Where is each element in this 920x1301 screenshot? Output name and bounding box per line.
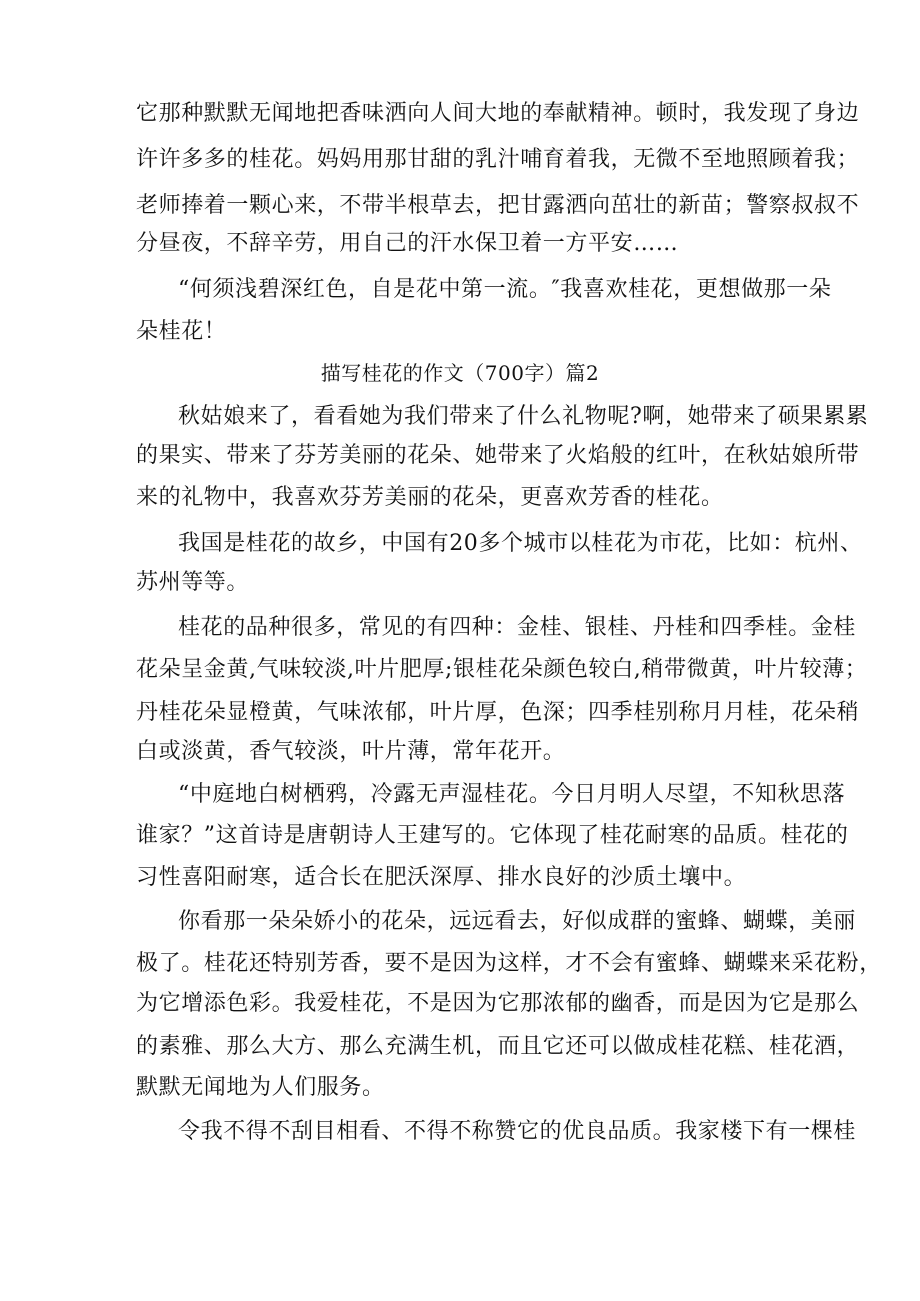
text-line: 习性喜阳耐寒，适合长在肥沃深厚、排水良好的沙质土壤中。 [136, 865, 747, 890]
text-line: 我国是桂花的故乡，中国有20多个城市以桂花为市花，比如：杭州、 [178, 531, 863, 556]
text-line: 你看那一朵朵娇小的花朵，远远看去，好似成群的蜜蜂、蝴蝶，美丽 [178, 909, 857, 934]
text-line: 桂花的品种很多，常见的有四种：金桂、银桂、丹桂和四季桂。金桂 [178, 615, 857, 640]
text-line: 丹桂花朵显橙黄，气味浓郁，叶片厚，色深；四季桂别称月月桂，花朵稍 [136, 700, 860, 725]
text-line: 秋姑娘来了，看看她为我们带来了什么礼物呢?啊，她带来了硕果累累 [178, 404, 869, 429]
text-line: 的素雅、那么大方、那么充满生机，而且它还可以做成桂花糕、桂花酒， [136, 1034, 860, 1059]
text-line: 谁家？”这首诗是唐朝诗人王建写的。它体现了桂花耐寒的品质。桂花的 [136, 823, 849, 848]
section-title: 描写桂花的作文（700字）篇2 [320, 361, 600, 385]
text-line: 分昼夜，不辞辛劳，用自己的汗水保卫着一方平安…… [136, 231, 679, 256]
text-line: 苏州等等。 [136, 570, 250, 595]
text-line: 许许多多的桂花。妈妈用那甘甜的乳汁哺育着我，无微不至地照顾着我； [136, 147, 860, 172]
text-line: 花朵呈金黄,气味较淡,叶片肥厚;银桂花朵颜色较白,稍带微黄，叶片较薄； [136, 657, 868, 682]
text-line: 它那种默默无闻地把香味洒向人间大地的奉献精神。顿时，我发现了身边 [136, 101, 860, 126]
text-line: 的果实、带来了芬芳美丽的花朵、她带来了火焰般的红叶，在秋姑娘所带 [136, 443, 860, 468]
text-line: 白或淡黄，香气较淡，叶片薄，常年花开。 [136, 739, 566, 764]
text-line: 朵桂花！ [136, 319, 227, 344]
text-line: 来的礼物中，我喜欢芬芳美丽的花朵，更喜欢芳香的桂花。 [136, 485, 724, 510]
text-line: 默默无闻地为人们服务。 [136, 1075, 385, 1100]
text-line: “中庭地白树栖鸦，冷露无声湿桂花。今日月明人尽望，不知秋思落 [178, 782, 846, 807]
text-line: 极了。桂花还特别芳香，要不是因为这样，才不会有蜜蜂、蝴蝶来采花粉， [136, 951, 882, 976]
text-line: 为它增添色彩。我爱桂花，不是因为它那浓郁的幽香，而是因为它是那么 [136, 991, 860, 1016]
text-line: 令我不得不刮目相看、不得不称赞它的优良品质。我家楼下有一棵桂 [178, 1119, 857, 1144]
text-line: 老师捧着一颗心来，不带半根草去，把甘露洒向茁壮的新苗；警察叔叔不 [136, 193, 860, 218]
text-line: “何须浅碧深红色，自是花中第一流。″我喜欢桂花，更想做那一朵 [178, 277, 832, 302]
